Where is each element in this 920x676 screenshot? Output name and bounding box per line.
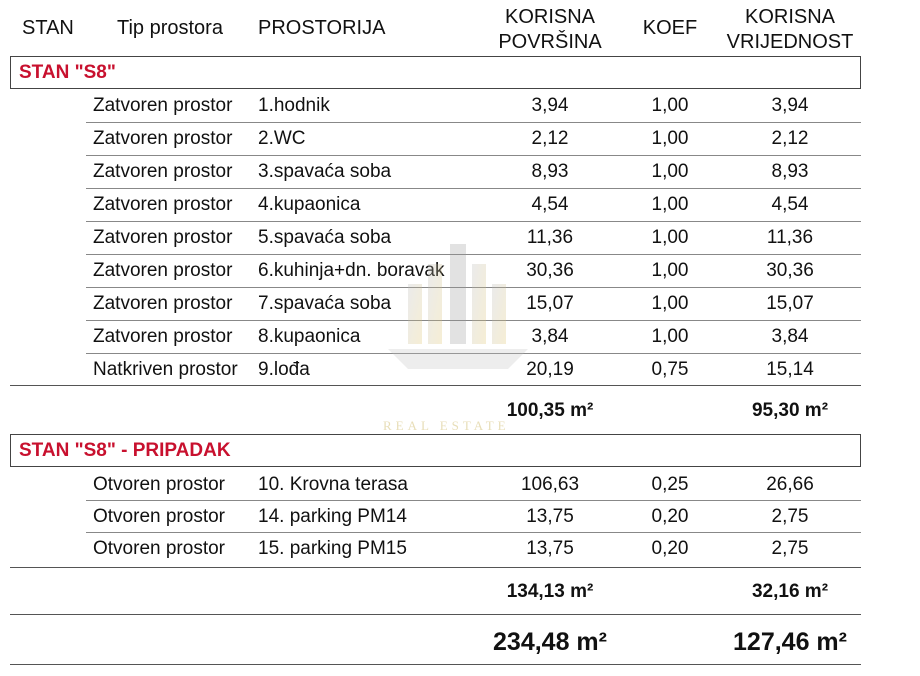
cell-tip-prostora: Zatvoren prostor <box>93 227 233 248</box>
cell-prostorija: 1.hodnik <box>258 95 330 116</box>
cell-prostorija: 3.spavaća soba <box>258 161 392 182</box>
header-korisna-povrsina-line1: KORISNA <box>504 6 596 28</box>
row-divider <box>86 155 861 156</box>
cell-korisna-vrijednost: 3,94 <box>771 95 809 116</box>
section-s8-header <box>10 56 861 89</box>
cell-prostorija: 15. parking PM15 <box>258 538 407 559</box>
cell-korisna-povrsina: 20,19 <box>526 359 574 380</box>
cell-korisna-vrijednost: 15,14 <box>766 359 814 380</box>
header-prostorija: PROSTORIJA <box>258 17 386 39</box>
row-divider <box>86 500 861 501</box>
watermark-text: REAL ESTATE <box>383 418 510 433</box>
building-logo-icon <box>388 244 528 374</box>
cell-tip-prostora: Zatvoren prostor <box>93 293 233 314</box>
cell-koef: 1,00 <box>651 194 689 215</box>
cell-tip-prostora: Zatvoren prostor <box>93 260 233 281</box>
section-s8-title: STAN "S8" <box>19 62 116 83</box>
cell-koef: 1,00 <box>651 293 689 314</box>
cell-tip-prostora: Zatvoren prostor <box>93 161 233 182</box>
cell-tip-prostora: Zatvoren prostor <box>93 326 233 347</box>
header-tip-prostora: Tip prostora <box>117 17 223 39</box>
cell-tip-prostora: Zatvoren prostor <box>93 95 233 116</box>
cell-tip-prostora: Otvoren prostor <box>93 538 225 559</box>
header-koef: KOEF <box>642 17 698 39</box>
cell-koef: 0,20 <box>651 506 689 527</box>
cell-korisna-povrsina: 8,93 <box>531 161 569 182</box>
section-s8-total-vrijednost: 95,30 m² <box>751 400 829 421</box>
cell-prostorija: 2.WC <box>258 128 306 149</box>
row-divider <box>86 188 861 189</box>
cell-koef: 0,75 <box>651 359 689 380</box>
cell-korisna-vrijednost: 4,54 <box>771 194 809 215</box>
divider <box>10 567 861 568</box>
cell-tip-prostora: Otvoren prostor <box>93 474 225 495</box>
row-divider <box>86 221 861 222</box>
cell-koef: 1,00 <box>651 260 689 281</box>
cell-tip-prostora: Otvoren prostor <box>93 506 225 527</box>
divider <box>10 385 861 386</box>
cell-korisna-povrsina: 13,75 <box>526 538 574 559</box>
cell-korisna-povrsina: 13,75 <box>526 506 574 527</box>
header-stan: STAN <box>22 17 74 39</box>
divider <box>10 664 861 665</box>
cell-koef: 1,00 <box>651 227 689 248</box>
cell-korisna-povrsina: 106,63 <box>520 474 580 495</box>
cell-koef: 1,00 <box>651 95 689 116</box>
header-korisna-vrijednost-line1: KORISNA <box>744 6 836 28</box>
cell-korisna-vrijednost: 30,36 <box>766 260 814 281</box>
cell-koef: 1,00 <box>651 128 689 149</box>
section-s8-total-povrsina: 100,35 m² <box>506 400 594 421</box>
cell-korisna-vrijednost: 3,84 <box>771 326 809 347</box>
cell-koef: 1,00 <box>651 326 689 347</box>
cell-korisna-vrijednost: 11,36 <box>766 227 814 248</box>
cell-korisna-povrsina: 15,07 <box>526 293 574 314</box>
cell-korisna-vrijednost: 2,75 <box>771 506 809 527</box>
cell-prostorija: 7.spavaća soba <box>258 293 392 314</box>
cell-korisna-vrijednost: 26,66 <box>766 474 814 495</box>
grand-total-povrsina: 234,48 m² <box>493 628 607 656</box>
cell-prostorija: 6.kuhinja+dn. boravak <box>258 260 445 281</box>
cell-koef: 0,20 <box>651 538 689 559</box>
cell-korisna-povrsina: 11,36 <box>526 227 574 248</box>
cell-prostorija: 14. parking PM14 <box>258 506 407 527</box>
cell-korisna-povrsina: 3,94 <box>531 95 569 116</box>
cell-korisna-povrsina: 2,12 <box>531 128 569 149</box>
cell-tip-prostora: Zatvoren prostor <box>93 194 233 215</box>
cell-korisna-vrijednost: 2,75 <box>771 538 809 559</box>
cell-korisna-povrsina: 30,36 <box>526 260 574 281</box>
header-korisna-povrsina-line2: POVRŠINA <box>498 31 602 53</box>
cell-tip-prostora: Zatvoren prostor <box>93 128 233 149</box>
section-pripadak-total-vrijednost: 32,16 m² <box>751 581 829 602</box>
header-korisna-vrijednost-line2: VRIJEDNOST <box>726 31 854 53</box>
cell-prostorija: 5.spavaća soba <box>258 227 392 248</box>
cell-prostorija: 9.lođa <box>258 359 310 380</box>
section-pripadak-total-povrsina: 134,13 m² <box>506 581 594 602</box>
cell-korisna-vrijednost: 2,12 <box>771 128 809 149</box>
cell-prostorija: 8.kupaonica <box>258 326 361 347</box>
cell-korisna-vrijednost: 8,93 <box>771 161 809 182</box>
cell-koef: 1,00 <box>651 161 689 182</box>
cell-korisna-povrsina: 3,84 <box>531 326 569 347</box>
cell-korisna-vrijednost: 15,07 <box>766 293 814 314</box>
grand-total-vrijednost: 127,46 m² <box>733 628 847 656</box>
row-divider <box>86 122 861 123</box>
section-pripadak-title: STAN "S8" - PRIPADAK <box>19 440 231 461</box>
cell-prostorija: 4.kupaonica <box>258 194 361 215</box>
cell-koef: 0,25 <box>651 474 689 495</box>
cell-prostorija: 10. Krovna terasa <box>258 474 408 495</box>
row-divider <box>86 532 861 533</box>
cell-tip-prostora: Natkriven prostor <box>93 359 238 380</box>
cell-korisna-povrsina: 4,54 <box>531 194 569 215</box>
divider <box>10 614 861 615</box>
